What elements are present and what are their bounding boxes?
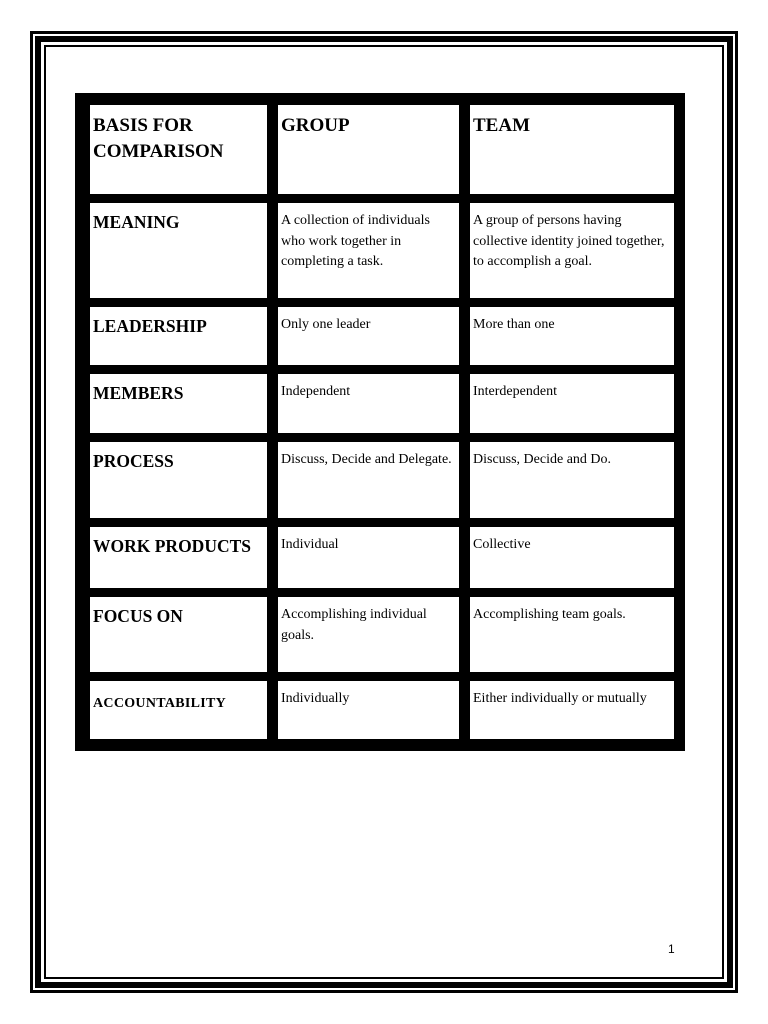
table-cell-group bbox=[271, 370, 463, 438]
table-cell-team-text: A group of persons having collective identity joined together, to accomplish a goal. bbox=[473, 213, 665, 269]
table-cell-team-text: Discuss, Decide and Do. bbox=[473, 452, 612, 467]
table-cell-basis bbox=[83, 438, 271, 523]
header-cell-team-text: TEAM bbox=[473, 115, 530, 136]
table-cell-team bbox=[463, 593, 678, 677]
table-cell-basis bbox=[83, 303, 271, 370]
table-cell-basis-text: FOCUS ON bbox=[93, 606, 183, 626]
table-cell-group-text: A collection of individuals who work together in completing a task. bbox=[281, 213, 430, 269]
header-cell-basis-text: BASIS FOR COMPARISON bbox=[93, 115, 224, 162]
table-cell-team-text: Accomplishing team goals. bbox=[473, 607, 626, 622]
table-cell-basis-text: WORK PRODUCTS bbox=[93, 536, 251, 556]
table-cell-group bbox=[271, 438, 463, 523]
table-cell-group-text: Accomplishing individual goals. bbox=[281, 607, 427, 643]
table-cell-group-text: Individually bbox=[281, 691, 350, 706]
table-cell-group bbox=[271, 199, 463, 303]
table-cell-basis-text: MEMBERS bbox=[93, 383, 184, 403]
table-cell-group-text: Only one leader bbox=[281, 317, 371, 332]
table-cell-team-text: Either individually or mutually bbox=[473, 691, 647, 706]
header-cell-team bbox=[463, 101, 678, 199]
comparison-table bbox=[75, 93, 685, 751]
table-cell-group-text: Independent bbox=[281, 384, 351, 399]
header-cell-group bbox=[271, 101, 463, 199]
table-cell-group bbox=[271, 303, 463, 370]
table-cell-team bbox=[463, 370, 678, 438]
table-cell-team bbox=[463, 438, 678, 523]
table-cell-basis bbox=[83, 593, 271, 677]
table-cell-team bbox=[463, 677, 678, 744]
table-cell-group bbox=[271, 677, 463, 744]
table-cell-group-text: Discuss, Decide and Delegate. bbox=[281, 452, 452, 467]
table-cell-group bbox=[271, 593, 463, 677]
table-cell-basis bbox=[83, 523, 271, 593]
comparison-table-grid bbox=[82, 100, 678, 744]
table-cell-team bbox=[463, 523, 678, 593]
table-cell-team-text: Collective bbox=[473, 537, 531, 552]
table-cell-basis-text: LEADERSHIP bbox=[93, 316, 207, 336]
table-cell-basis-text: MEANING bbox=[93, 212, 180, 232]
table-cell-basis bbox=[83, 370, 271, 438]
table-cell-team bbox=[463, 199, 678, 303]
table-cell-basis-text: PROCESS bbox=[93, 451, 174, 471]
table-cell-group bbox=[271, 523, 463, 593]
header-cell-basis bbox=[83, 101, 271, 199]
table-cell-team-text: Interdependent bbox=[473, 384, 557, 399]
table-cell-basis bbox=[83, 199, 271, 303]
table-cell-basis bbox=[83, 677, 271, 744]
table-cell-team bbox=[463, 303, 678, 370]
header-cell-group-text: GROUP bbox=[281, 115, 350, 136]
table-cell-group-text: Individual bbox=[281, 537, 339, 552]
table-cell-basis-text: ACCOUNTABILITY bbox=[93, 696, 227, 711]
table-cell-team-text: More than one bbox=[473, 317, 555, 332]
page-number: 1 bbox=[668, 942, 675, 956]
